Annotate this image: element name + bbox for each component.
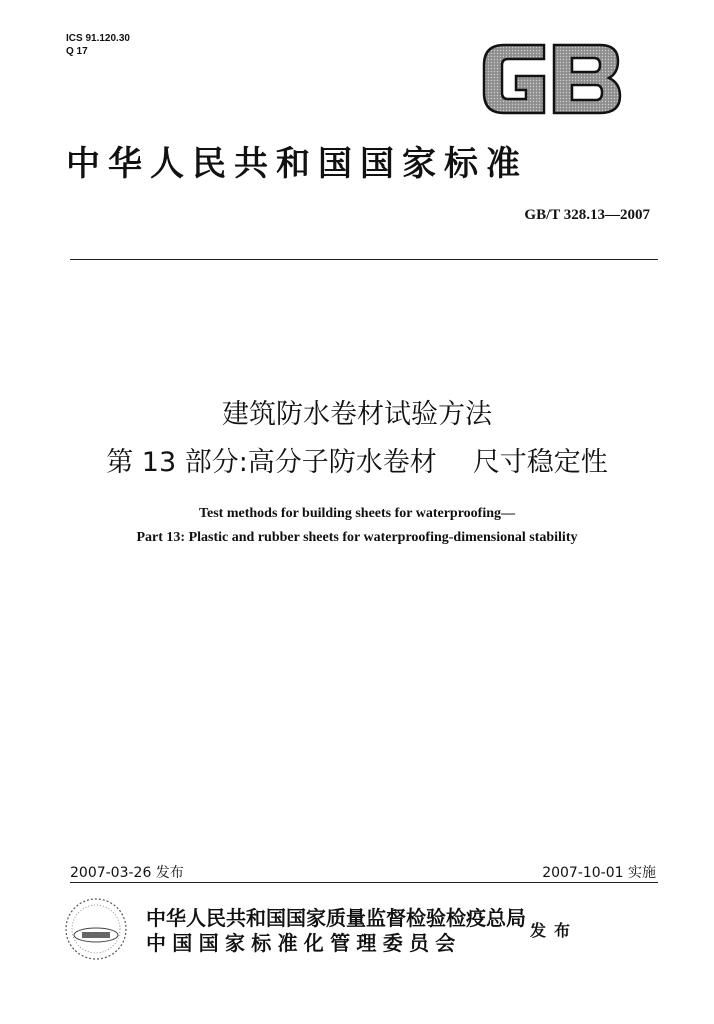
chinese-title-line-1: 建筑防水卷材试验方法 bbox=[222, 399, 492, 430]
chinese-title-part: 第 13 部分:高分子防水卷材 bbox=[106, 447, 437, 478]
classification-codes bbox=[66, 32, 130, 58]
implementation-date: 2007-10-01 实施 bbox=[542, 865, 656, 881]
top-divider bbox=[70, 259, 658, 260]
issue-date: 2007-03-26 发布 bbox=[70, 865, 184, 881]
chinese-title-line-2 bbox=[0, 440, 714, 479]
issuer-line-1: 中华人民共和国国家质量监督检验检疫总局 bbox=[146, 906, 526, 930]
publish-label: 发布 bbox=[530, 921, 579, 940]
ccs-code: Q 17 bbox=[66, 46, 88, 57]
standard-category-heading: 中华人民共和国国家标准 bbox=[66, 144, 528, 184]
bottom-divider bbox=[70, 882, 658, 883]
standard-number: GB/T 328.13—2007 bbox=[524, 207, 650, 223]
chinese-title-topic: 尺寸稳定性 bbox=[472, 447, 608, 478]
english-title-line-1: Test methods for building sheets for waterproofing— bbox=[198, 506, 516, 521]
issuing-authorities bbox=[146, 906, 526, 956]
english-title-line-2: Part 13: Plastic and rubber sheets for waterproofing-dimensional stability bbox=[136, 530, 578, 545]
gb-logo-icon bbox=[478, 40, 624, 118]
issuer-line-2: 中国国家标准化管理委员会 bbox=[146, 931, 462, 955]
ics-code: ICS 91.120.30 bbox=[66, 33, 130, 44]
anti-counterfeit-seal-icon bbox=[62, 895, 130, 963]
